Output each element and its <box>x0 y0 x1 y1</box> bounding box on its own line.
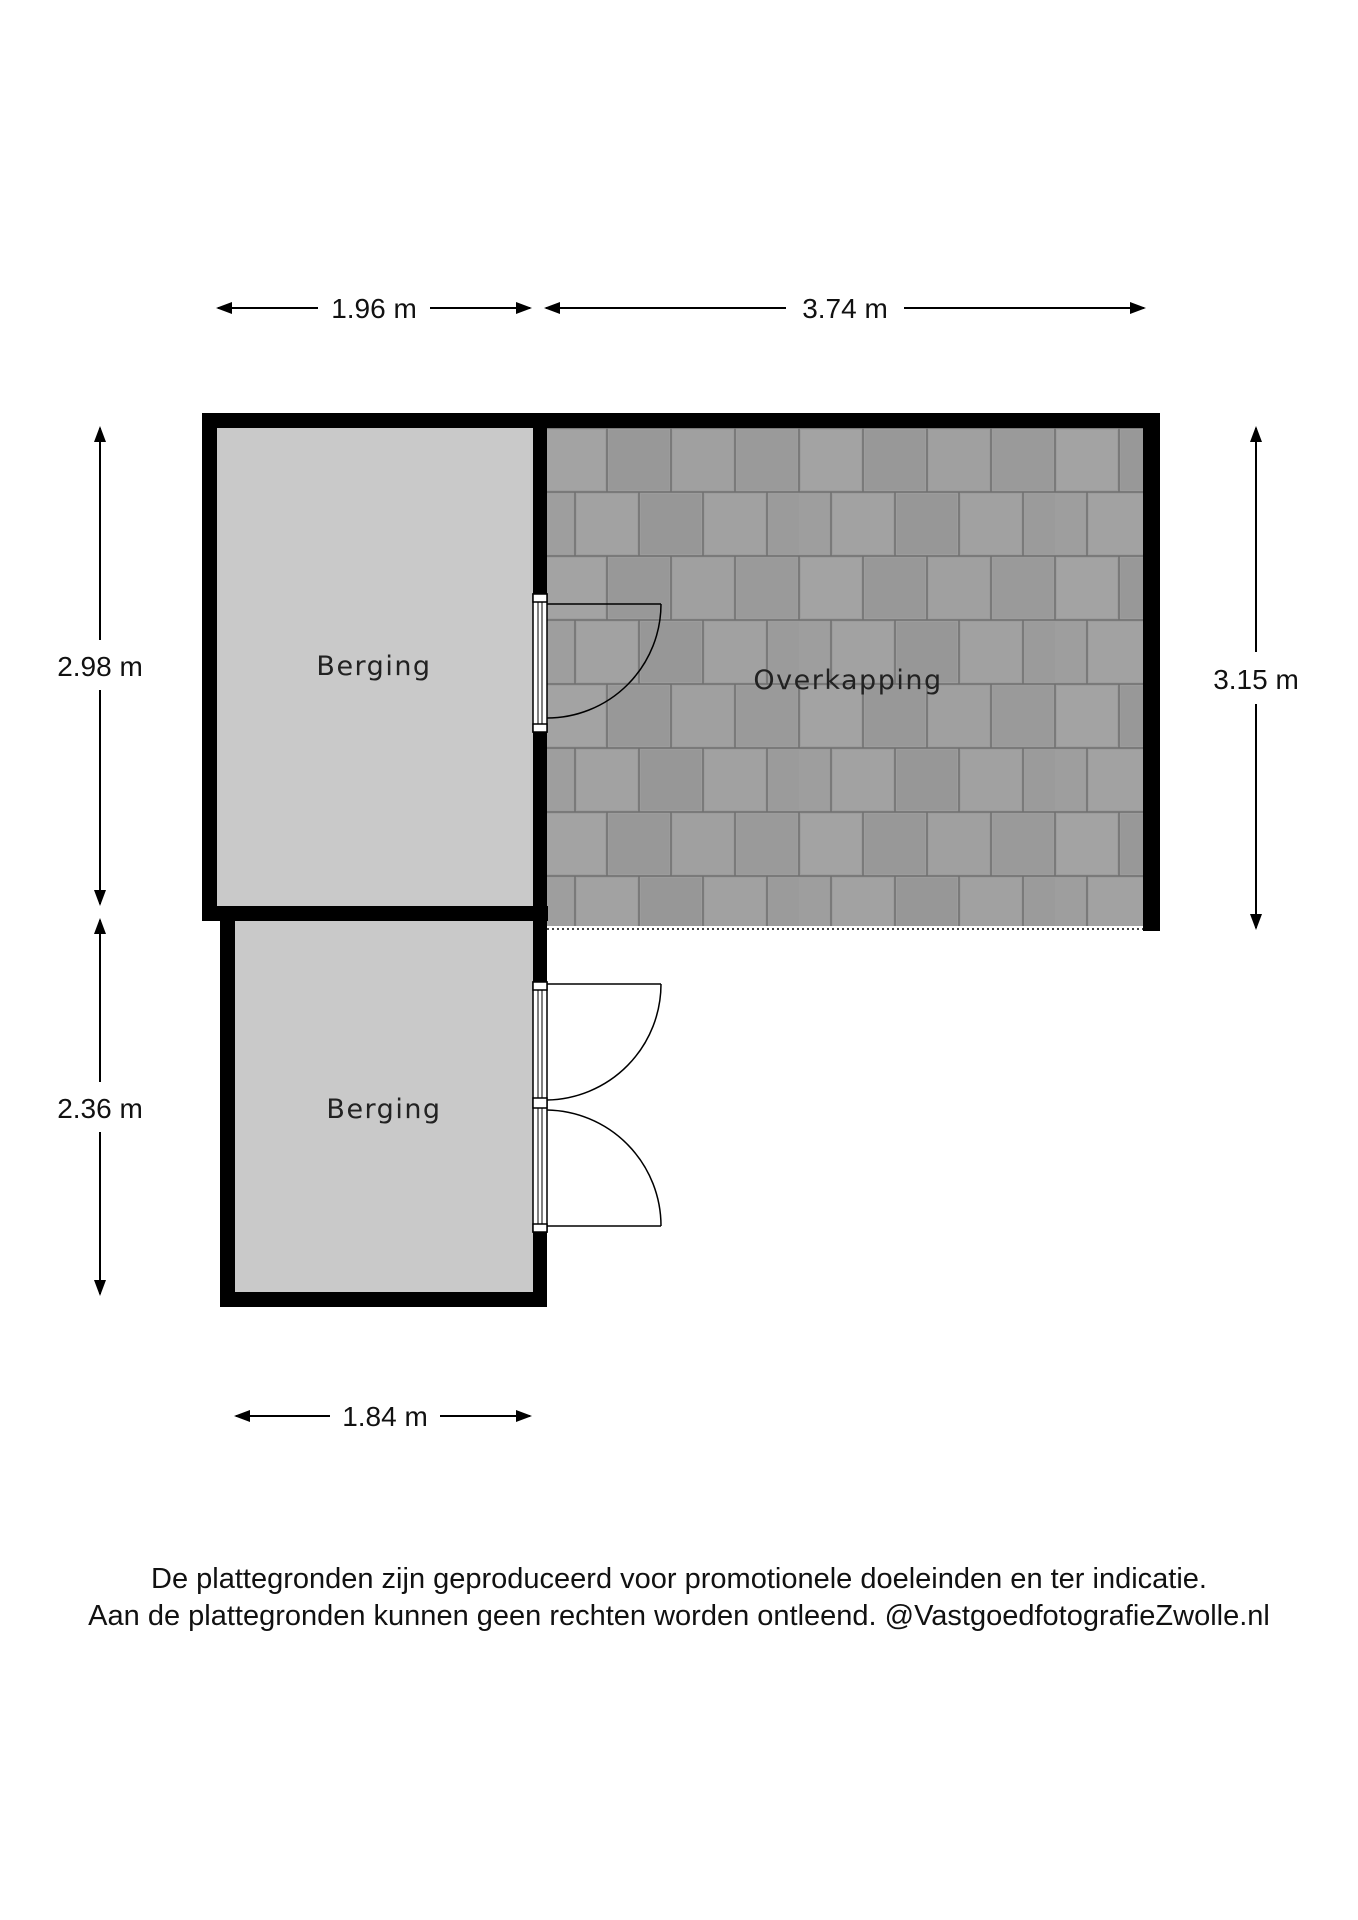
dimension-bottom <box>234 1401 532 1432</box>
dimension-label-right: 3.15 m <box>1213 664 1299 695</box>
dimension-top-left <box>216 293 532 324</box>
dimension-label-left-lower: 2.36 m <box>57 1093 143 1124</box>
dimension-left-upper <box>57 426 143 906</box>
room-label-canopy: Overkapping <box>753 665 943 696</box>
dimension-left-lower <box>57 918 143 1296</box>
dimension-label-top-right: 3.74 m <box>802 293 888 324</box>
room-label-storage-lower: Berging <box>326 1094 442 1125</box>
room-label-storage-upper: Berging <box>316 651 432 682</box>
dimension-label-left-upper: 2.98 m <box>57 651 143 682</box>
dimension-right <box>1213 426 1299 930</box>
dimension-top-right <box>544 293 1146 324</box>
dimension-label-top-left: 1.96 m <box>331 293 417 324</box>
disclaimer-line-1: De plattegronden zijn geproduceerd voor promotionele doeleinden en ter indicatie. <box>151 1563 1207 1595</box>
dimension-label-bottom: 1.84 m <box>342 1401 428 1432</box>
double-door-lower <box>533 982 661 1232</box>
disclaimer-line-2: Aan de plattegronden kunnen geen rechten worden ontleend. @VastgoedfotografieZwolle.nl <box>88 1600 1270 1632</box>
